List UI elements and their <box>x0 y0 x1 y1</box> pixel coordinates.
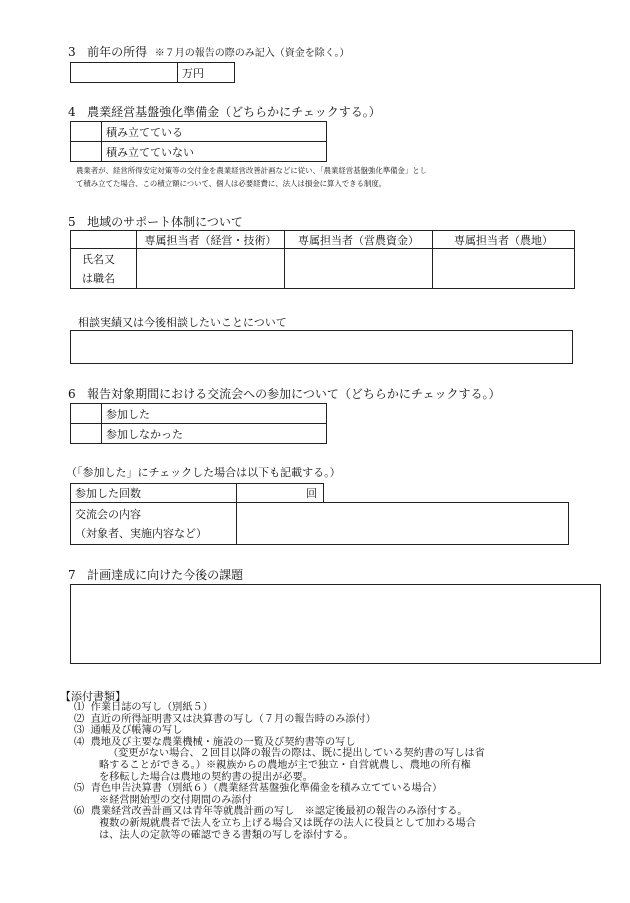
support-name-finance[interactable] <box>285 249 433 289</box>
support-col-finance: 専属担当者（営農資金） <box>285 231 433 249</box>
exchange-check-table <box>70 403 327 444</box>
attachment-item-3: ⑶ 通帳及び帳簿の写し <box>74 725 183 737</box>
support-corner-cell <box>71 231 137 249</box>
attachment-item-6: ⑹ 農業経営改善計画又は青年等就農計画の写し ※認定後最初の報告のみ添付する。 <box>74 806 468 818</box>
exchange-detail-table-top <box>70 483 324 503</box>
attachment-item-5: ⑸ 青色申告決算書（別紙６）（農業経営基盤強化準備金を積み立てている場合） <box>74 783 443 795</box>
option-attended: 参加した <box>102 404 327 424</box>
attachments-list: ⑴ 作業日誌の写し（別紙５） ⑵ 直近の所得証明書又は決算書の写し（７月の報告時のみ添付） ⑶ 通帳及び帳簿の写し ⑷ 農地及び主要な農業機械・施設の一覧及び契約書等の写し （変更がない場合、２回目以降の報告の際は、既に提出している契約書の写しは省 略することができる。）※親族からの農地が主で独立・自営就農し、農地の所有権 を移転した場合は農地の契約書の提出が必要。 ⑸ 青色申告決算書（別紙６）（農業経営基盤強化準備金を積み立てている場合） ※経営開始型の交付期間のみ添付 ⑹ 農業経営改善計画又は青年等就農計画の写し ※認定後最初の報告のみ添付する。 複数の新規就農者で法人を立ち上げる場合又は既存の法人に役員として加わる場合 は、法人の定款等の確認できる書類の写しを添付する。 <box>74 702 485 841</box>
option-reserve-no: 積み立てていない <box>102 142 327 162</box>
support-name-management[interactable] <box>137 249 285 289</box>
section-4-heading: 4 農業経営基盤強化準備金（どちらかにチェックする。） <box>68 105 381 119</box>
exchange-content-label: 交流会の内容 （対象者、実施内容など） <box>71 503 237 545</box>
income-unit: 万円 <box>178 63 235 83</box>
option-reserve-yes: 積み立てている <box>102 122 327 142</box>
exchange-detail-table-bottom <box>70 502 569 545</box>
support-table <box>70 230 575 289</box>
support-col-management: 専属担当者（経営・技術） <box>137 231 285 249</box>
support-name-farmland[interactable] <box>433 249 575 289</box>
exchange-count-input[interactable]: 回 <box>237 484 324 503</box>
exchange-content-input[interactable] <box>237 503 569 545</box>
check-box-attended[interactable] <box>71 404 102 424</box>
check-box-reserve-no[interactable] <box>71 142 102 162</box>
section-3-heading: 3 前年の所得 ※７月の報告の際のみ記入（資金を除く。） <box>68 45 350 59</box>
check-box-not-attended[interactable] <box>71 424 102 444</box>
consult-label: 相談実績又は今後相談したいことについて <box>78 316 287 329</box>
exchange-count-label: 参加した回数 <box>71 484 237 503</box>
issues-textbox[interactable] <box>70 584 601 664</box>
consult-textbox[interactable] <box>70 330 573 364</box>
reserve-note-line1: 農業者が、経営所得安定対策等の交付金を農業経営改善計画などに従い、「農業経営基盤強化準備金」とし <box>76 166 428 175</box>
income-table <box>70 62 235 83</box>
section-7-heading: 7 計画達成に向けた今後の課題 <box>68 568 244 582</box>
check-box-reserve-yes[interactable] <box>71 122 102 142</box>
support-row-label: 氏名又 は職名 <box>71 249 137 289</box>
option-not-attended: 参加しなかった <box>102 424 327 444</box>
exchange-condition-note: （「参加した」にチェックした場合は以下も記載する。） <box>66 466 341 479</box>
attachment-item-1: ⑴ 作業日誌の写し（別紙５） <box>74 702 213 713</box>
section-6-heading: 6 報告対象期間における交流会への参加について（どちらかにチェックする。） <box>68 387 501 401</box>
reserve-note-line2: て積み立てた場合、この積立額について、個人は必要経費に、法人は損金に算入できる制度。 <box>76 179 387 188</box>
support-col-farmland: 専属担当者（農地） <box>433 231 575 249</box>
section-5-heading: 5 地域のサポート体制について <box>68 215 243 229</box>
attachment-item-4: ⑷ 農地及び主要な農業機械・施設の一覧及び契約書等の写し <box>74 736 356 748</box>
attachments-heading: 【添付書類】 <box>60 690 126 703</box>
attachment-item-2: ⑵ 直近の所得証明書又は決算書の写し（７月の報告時のみ添付） <box>74 713 376 725</box>
income-input[interactable] <box>71 63 178 83</box>
reserve-check-table <box>70 121 327 162</box>
